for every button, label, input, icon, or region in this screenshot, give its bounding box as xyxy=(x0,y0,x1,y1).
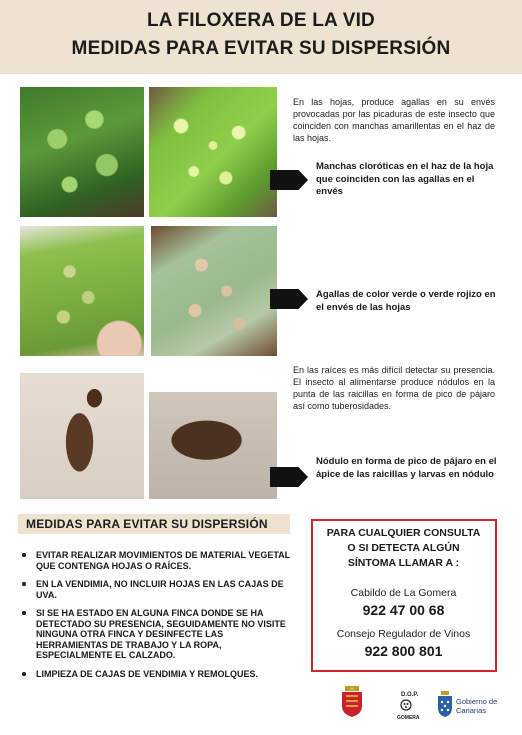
measures-list xyxy=(22,550,292,687)
page-header xyxy=(0,0,522,74)
caption-galls: Agallas de color verde o verde rojizo en el envés de las hojas xyxy=(316,289,496,313)
leaf-chlorotic-spots-photo xyxy=(149,87,277,217)
contact-phone-cabildo[interactable]: 922 47 00 68 xyxy=(362,602,445,618)
gobierno-canarias-label: Gobierno de Canarias xyxy=(456,697,498,715)
caption-chlorotic-spots: Manchas cloróticas en el haz de la hoja que coinciden con las agallas en el envés xyxy=(316,161,494,197)
arrow-icon xyxy=(270,289,308,309)
measure-text: EN LA VENDIMIA, NO INCLUIR HOJAS EN LAS CAJAS DE UVA. xyxy=(36,579,284,600)
root-nodule-photo xyxy=(20,373,144,499)
gobierno-canarias-logo xyxy=(437,691,453,718)
contact-heading-line2: O SI DETECTA ALGÚN xyxy=(347,542,460,554)
contact-heading-line3: SÍNTOMA LLAMAR A : xyxy=(347,557,460,569)
measure-text: EVITAR REALIZAR MOVIMIENTOS DE MATERIAL VEGETAL QUE CONTENGA HOJAS O RAÍCES. xyxy=(36,550,291,571)
bullet-icon xyxy=(22,553,26,557)
bullet-icon xyxy=(22,672,26,676)
bullet-icon xyxy=(22,582,26,586)
list-item xyxy=(22,608,292,661)
measure-text: LIMPIEZA DE CAJAS DE VENDIMIA Y REMOLQUES. xyxy=(36,668,259,679)
list-item xyxy=(22,550,292,571)
leaf-underside-galls-closeup-photo xyxy=(151,226,277,356)
contact-heading-line1: PARA CUALQUIER CONSULTA xyxy=(326,527,481,539)
page-title: LA FILOXERA DE LA VID xyxy=(147,10,375,31)
leaf-underside-galls-photo xyxy=(20,226,144,356)
measure-text: SI SE HA ESTADO EN ALGUNA FINCA DONDE SE HA DETECTADO SU PRESENCIA, SEGUIDAMENTE NO VISITE NINGUNA OTRA FINCA Y DESINFECTE LAS HERRAMIENTAS DE TRABAJO Y LA ROPA, ESPECIALMENTE EL CALZADO. xyxy=(36,608,286,660)
dop-lettering: D.O.P. xyxy=(401,692,419,698)
contact-org-cabildo: Cabildo de La Gomera xyxy=(350,587,457,599)
root-larvae-photo xyxy=(149,392,277,499)
measures-heading: MEDIDAS PARA EVITAR SU DISPERSIÓN xyxy=(26,517,268,531)
caption-root-nodule: Nódulo en forma de pico de pájaro en el ápice de las raicillas y larvas en nódulo xyxy=(316,456,497,480)
roots-description: En las raíces es más difícil detectar su presencia. El insecto al alimentarse produce nódulos en la punta de las raicillas en forma de pico de pájaro así como tuberosidades. xyxy=(293,365,495,411)
arrow-icon xyxy=(270,170,308,190)
list-item xyxy=(22,669,292,680)
arrow-icon xyxy=(270,467,308,487)
contact-phone-consejo[interactable]: 922 800 801 xyxy=(364,643,443,659)
cabildo-shield-logo xyxy=(340,686,364,718)
measures-heading-bar xyxy=(18,514,290,534)
dop-lettering-2: GOMERA xyxy=(397,715,420,721)
contact-box xyxy=(311,519,497,672)
page-subtitle: MEDIDAS PARA EVITAR SU DISPERSIÓN xyxy=(71,38,451,59)
list-item xyxy=(22,579,292,600)
dop-la-gomera-logo xyxy=(392,688,420,722)
leaves-description: En las hojas, produce agallas en su envés provocadas por las picaduras de este insecto que coinciden con manchas amarillentas en el haz de las hojas. xyxy=(293,97,495,143)
leaf-upper-side-photo xyxy=(20,87,144,217)
bullet-icon xyxy=(22,611,26,615)
contact-org-consejo: Consejo Regulador de Vinos xyxy=(336,628,471,640)
